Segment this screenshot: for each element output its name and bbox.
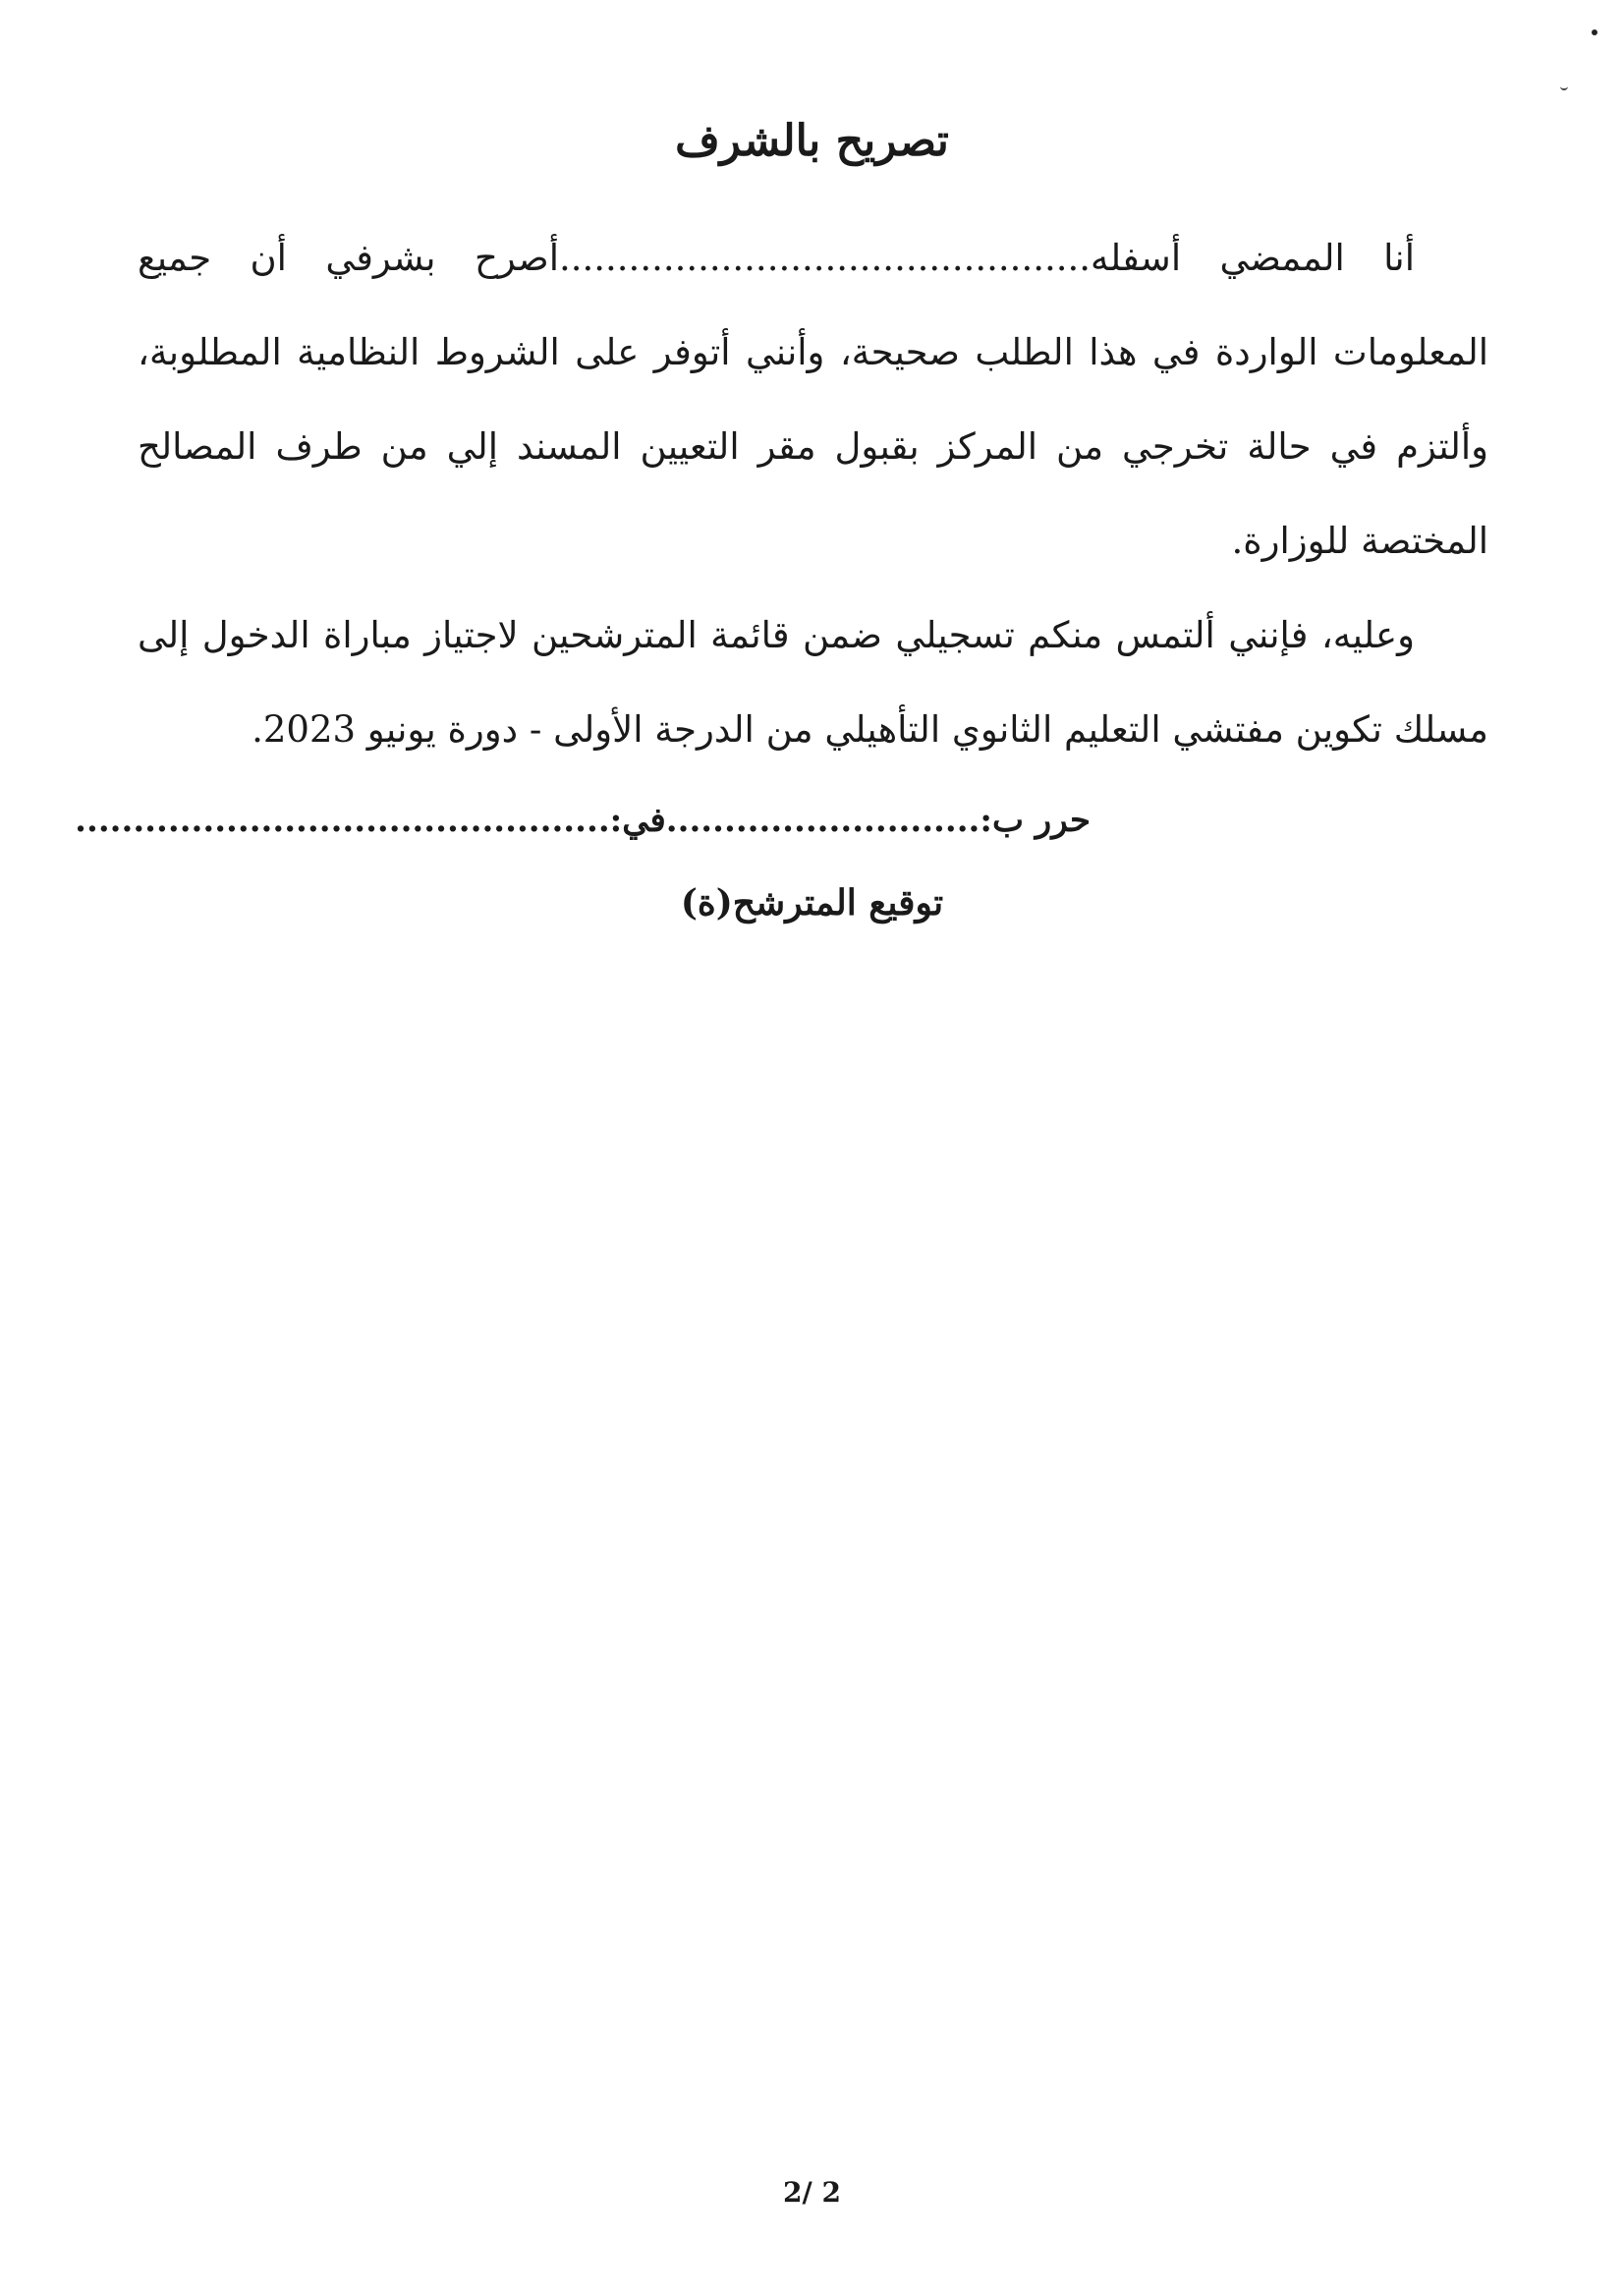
- paragraph-request: وعليه، فإنني ألتمس منكم تسجيلي ضمن قائمة المترشحين لاجتياز مباراة الدخول إلى مسلك تكوين مفتشي التعليم الثانوي التأهيلي من الدرجة الأولى - دورة يونيو 2023.: [138, 614, 1488, 751]
- signature-caption: توقيع المترشح(ة): [680, 882, 944, 924]
- document-title: تصريح بالشرف: [675, 116, 949, 166]
- scan-mark-small: [1560, 84, 1568, 90]
- signature-place-date-line: حرر ب:...........................في:..............................................: [75, 801, 1091, 840]
- document-body: [138, 211, 1488, 777]
- page-number: 2/ 2: [783, 2176, 841, 2209]
- paragraph-declaration: أنا الممضي أسفله..............................................أصرح بشرفي أن جميع المعلومات الواردة في هذا الطلب صحيحة، وأنني أتوفر على الشروط النظامية المطلوبة، وألتزم في حالة تخرجي من المركز بقبول مقر التعيين المسند إلي من طرف المصالح المختصة للوزارة.: [138, 237, 1488, 562]
- scan-mark-dot: [1592, 29, 1597, 35]
